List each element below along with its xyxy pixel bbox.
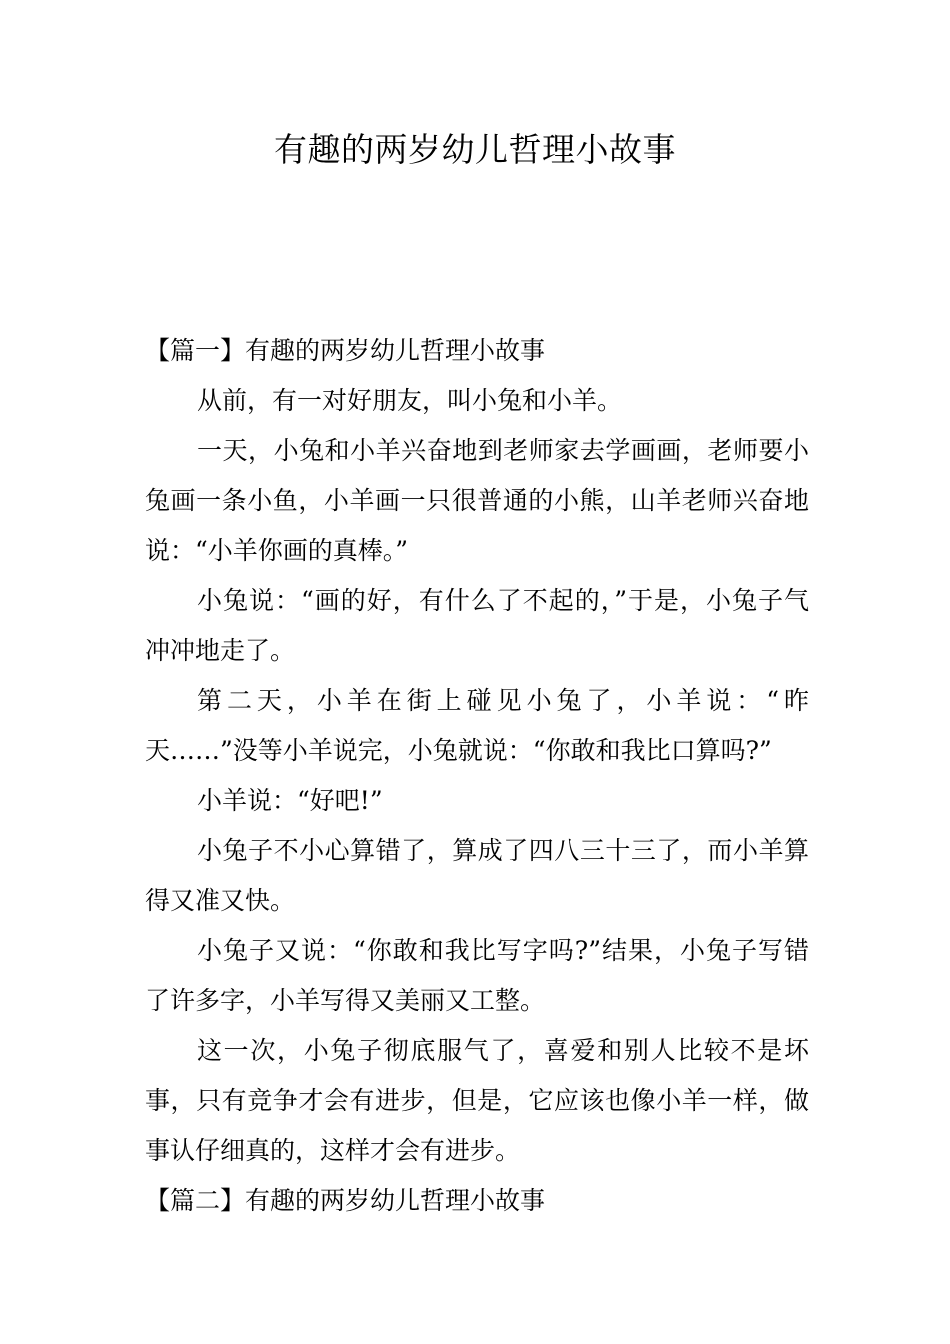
paragraph: 这一次，小兔子彻底服气了，喜爱和别人比较不是坏事，只有竞争才会有进步，但是，它应该也像小羊一样，做事认仔细真的，这样才会有进步。 (145, 1036, 809, 1165)
document-title: 有趣的两岁幼儿哲理小故事 (274, 130, 676, 169)
paragraph: 小兔说：“画的好，有什么了不起的，”于是，小兔子气冲冲地走了。 (145, 586, 809, 665)
paragraph: 一天，小兔和小羊兴奋地到老师家去学画画，老师要小兔画一条小鱼，小羊画一只很普通的小熊，山羊老师兴奋地说：“小羊你画的真棒。” (145, 436, 809, 565)
paragraph: 小兔子又说：“你敢和我比写字吗?”结果，小兔子写错了许多字，小羊写得又美丽又工整。 (145, 936, 809, 1015)
paragraph: 从前，有一对好朋友，叫小兔和小羊。 (197, 386, 623, 415)
paragraph: 第二天，小羊在街上碰见小兔了，小羊说：“昨天……”没等小羊说完，小兔就说：“你敢和我比口算吗?” (145, 686, 809, 765)
paragraph: 小兔子不小心算错了，算成了四八三十三了，而小羊算得又准又快。 (145, 836, 809, 915)
section-heading-1: 【篇一】有趣的两岁幼儿哲理小故事 (145, 336, 546, 365)
document-body (145, 326, 809, 1226)
section-heading-2: 【篇二】有趣的两岁幼儿哲理小故事 (145, 1186, 546, 1215)
paragraph: 小羊说：“好吧!” (197, 786, 383, 815)
